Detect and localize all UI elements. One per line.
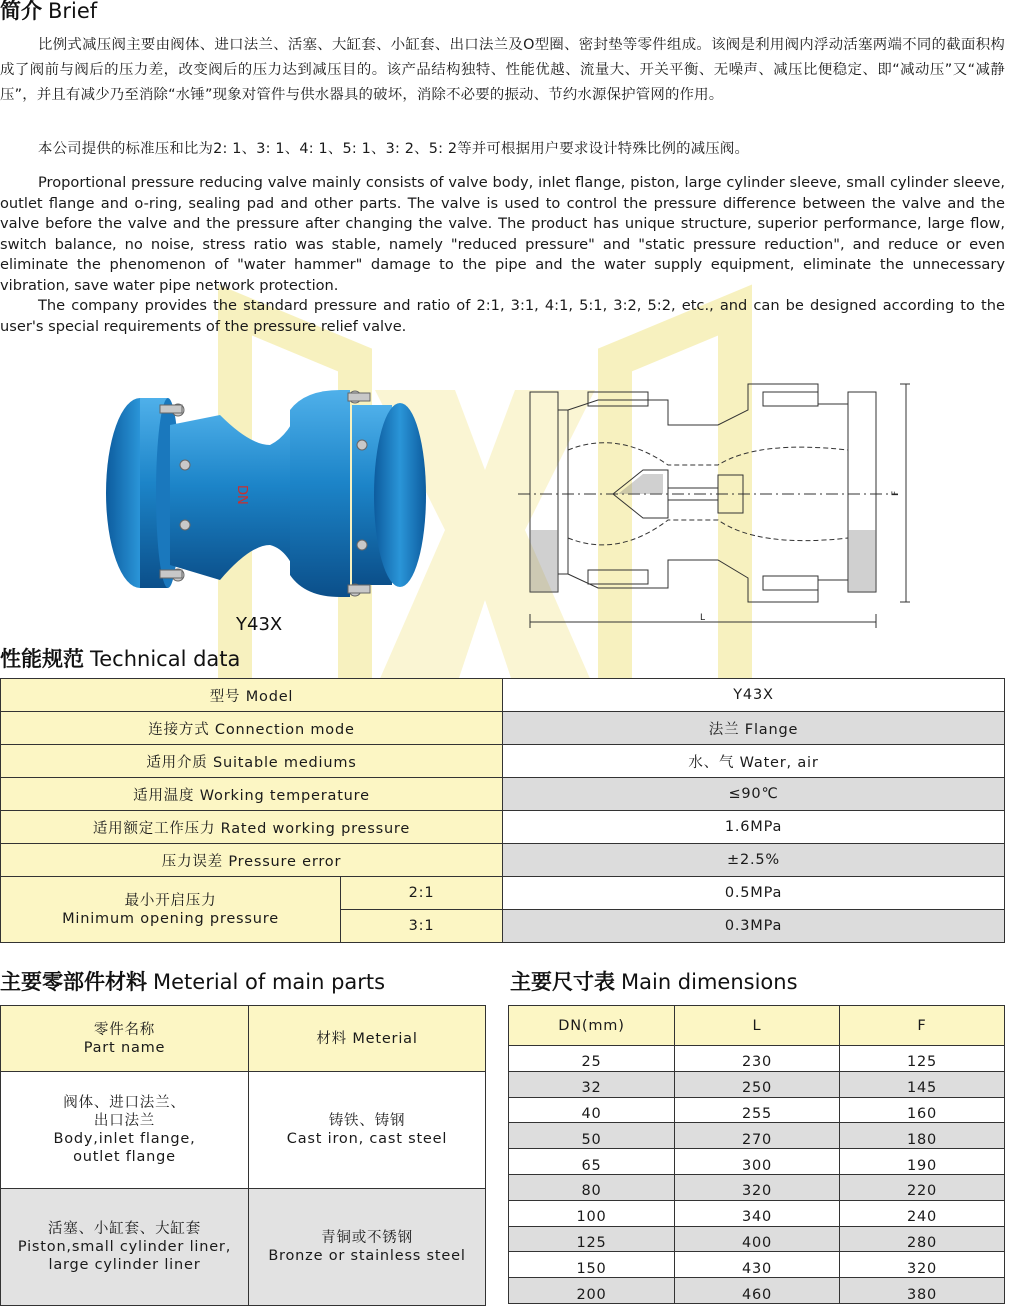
tech-label-mediums: 适用介质 Suitable mediums	[1, 745, 503, 778]
dimensions-body	[509, 1046, 1005, 1304]
brief-heading-en: Brief	[48, 0, 98, 23]
min-opening-label-en: Minimum opening pressure	[62, 910, 279, 927]
valve-body-marking: DN	[234, 485, 249, 505]
tech-ratio-2-1: 2:1	[341, 877, 503, 910]
dim-cell-dn: 25	[509, 1046, 675, 1072]
tech-value-ratio-2-1: 0.5MPa	[503, 877, 1005, 910]
tech-value-mediums: 水、气 Water, air	[503, 745, 1005, 778]
dimensions-table	[508, 1005, 1005, 1304]
table-row	[509, 1278, 1005, 1304]
dimension-L-label: L	[700, 613, 706, 623]
table-row	[1, 712, 1005, 745]
brief-cn-paragraph-2: 本公司提供的标准压和比为2: 1、3: 1、4: 1、5: 1、3: 2、5: 2等并可根据用户要求设计特殊比例的减压阀。	[38, 141, 750, 157]
tech-label-model: 型号 Model	[1, 679, 503, 712]
tech-value-temperature: ≤90℃	[503, 778, 1005, 811]
brief-heading-cn: 简介	[0, 0, 42, 23]
tech-label-temperature: 适用温度 Working temperature	[1, 778, 503, 811]
part-cn-line-1: 活塞、小缸套、大缸套	[48, 1221, 201, 1237]
brief-heading	[0, 1, 97, 22]
dim-cell-dn: 200	[509, 1278, 675, 1304]
dim-cell-f: 220	[840, 1174, 1005, 1200]
material-en: Bronze or stainless steel	[268, 1248, 466, 1264]
table-row	[1, 844, 1005, 877]
dim-cell-f: 145	[840, 1071, 1005, 1097]
dim-cell-l: 230	[675, 1046, 840, 1072]
dim-cell-dn: 80	[509, 1174, 675, 1200]
part-cn-line-2: 出口法兰	[93, 1113, 156, 1129]
tech-label-pressure-error: 压力误差 Pressure error	[1, 844, 503, 877]
part-cn-line-1: 阀体、进口法兰、	[63, 1095, 186, 1111]
materials-heading	[0, 972, 385, 993]
table-row	[1, 811, 1005, 844]
table-header-row	[1, 1006, 486, 1072]
dim-cell-dn: 50	[509, 1123, 675, 1149]
table-row	[1, 679, 1005, 712]
part-en-line-2: outlet flange	[73, 1149, 176, 1165]
materials-material-cell	[249, 1189, 486, 1306]
valve-section-drawing	[518, 370, 918, 632]
product-caption: Y43X	[236, 614, 283, 635]
table-row	[509, 1149, 1005, 1175]
dim-col-dn: DN(mm)	[509, 1006, 675, 1046]
technical-heading-en: Technical data	[90, 647, 241, 671]
material-cn: 青铜或不锈钢	[321, 1230, 413, 1246]
part-en-line-2: large cylinder liner	[48, 1257, 201, 1273]
dimensions-heading-cn: 主要尺寸表	[510, 970, 615, 994]
dim-cell-f: 160	[840, 1097, 1005, 1123]
dim-cell-f: 240	[840, 1200, 1005, 1226]
dimensions-heading-en: Main dimensions	[621, 970, 798, 994]
dim-cell-f: 320	[840, 1252, 1005, 1278]
materials-material-cell	[249, 1072, 486, 1189]
dim-cell-f: 380	[840, 1278, 1005, 1304]
material-cn: 铸铁、铸钢	[328, 1113, 406, 1129]
materials-table	[0, 1005, 486, 1306]
dim-cell-f: 190	[840, 1149, 1005, 1175]
dim-cell-l: 270	[675, 1123, 840, 1149]
col-part-cn: 零件名称	[93, 1021, 156, 1038]
table-row	[1, 1072, 486, 1189]
dim-cell-dn: 32	[509, 1071, 675, 1097]
table-row	[509, 1097, 1005, 1123]
table-row	[509, 1046, 1005, 1072]
tech-value-model: Y43X	[503, 679, 1005, 712]
dim-cell-dn: 125	[509, 1226, 675, 1252]
part-en-line-1: Piston,small cylinder liner,	[17, 1239, 232, 1255]
technical-heading-cn: 性能规范	[0, 647, 84, 671]
technical-data-table	[0, 678, 1005, 943]
dim-cell-l: 250	[675, 1071, 840, 1097]
dim-cell-dn: 65	[509, 1149, 675, 1175]
tech-value-ratio-3-1: 0.3MPa	[503, 910, 1005, 943]
dimensions-heading	[510, 972, 798, 993]
materials-col-part	[1, 1006, 249, 1072]
materials-heading-en: Meterial of main parts	[153, 970, 386, 994]
dim-col-f: F	[840, 1006, 1005, 1046]
table-row	[509, 1226, 1005, 1252]
materials-col-material: 材料 Meterial	[249, 1006, 486, 1072]
table-row	[1, 1189, 486, 1306]
materials-part-cell	[1, 1072, 249, 1189]
table-row	[509, 1071, 1005, 1097]
dim-cell-l: 400	[675, 1226, 840, 1252]
dim-cell-f: 180	[840, 1123, 1005, 1149]
tech-label-connection: 连接方式 Connection mode	[1, 712, 503, 745]
min-opening-label-cn: 最小开启压力	[124, 892, 217, 909]
brief-en-paragraph-2: The company provides the standard pressure and ratio of 2:1, 3:1, 4:1, 5:1, 3:2, 5:2, etc., and can be designed according to the user's special requirements of the pressure relief valve.	[0, 297, 1005, 335]
table-row	[509, 1200, 1005, 1226]
table-row	[509, 1252, 1005, 1278]
table-row	[509, 1174, 1005, 1200]
dim-col-l: L	[675, 1006, 840, 1046]
table-header-row	[509, 1006, 1005, 1046]
table-row	[1, 778, 1005, 811]
dim-cell-f: 125	[840, 1046, 1005, 1072]
dim-cell-l: 460	[675, 1278, 840, 1304]
dim-cell-l: 255	[675, 1097, 840, 1123]
tech-value-pressure-error: ±2.5%	[503, 844, 1005, 877]
brief-en-paragraph-1: Proportional pressure reducing valve mainly consists of valve body, inlet flange, piston, large cylinder sleeve, small cylinder sleeve, outlet flange and o-ring, sealing pad and other parts. The valve is used to control the pressure difference between the valve and the valve before the valve and the pressure after changing the valve. The product has unique structure, superior performance, large flow, switch balance, no noise, stress ratio was stable, namely "reduced pressure" and "static pressure reduction", and reduce or even eliminate the phenomenon of "water hammer" damage to the pipe and the water supply equipment, eliminate the unnecessary vibration, save water pipe network protection.	[0, 174, 1005, 294]
part-en-line-1: Body,inlet flange,	[53, 1131, 196, 1147]
tech-value-rated-pressure: 1.6MPa	[503, 811, 1005, 844]
valve-product-photo	[100, 385, 430, 610]
table-row	[509, 1123, 1005, 1149]
dim-cell-l: 340	[675, 1200, 840, 1226]
dim-cell-dn: 40	[509, 1097, 675, 1123]
material-en: Cast iron, cast steel	[286, 1131, 448, 1147]
technical-heading	[0, 649, 240, 670]
dimension-F-label: F	[891, 490, 901, 496]
dim-cell-dn: 150	[509, 1252, 675, 1278]
brief-cn-paragraph-1: 比例式减压阀主要由阀体、进口法兰、活塞、大缸套、小缸套、出口法兰及O型圈、密封垫等零件组成。该阀是利用阀内浮动活塞两端不同的截面积构成了阀前与阀后的压力差，改变阀后的压力达到减压目的。该产品结构独特、性能优越、流量大、开关平衡、无噪声、减压比便稳定、即“减动压”又“减静压”，并且有减少乃至消除“水锤”现象对管件与供水器具的破坏，消除不必要的振动、节约水源保护管网的作用。	[0, 37, 1005, 103]
table-row	[1, 745, 1005, 778]
materials-heading-cn: 主要零部件材料	[0, 970, 147, 994]
dim-cell-l: 430	[675, 1252, 840, 1278]
table-row	[1, 877, 1005, 910]
dim-cell-f: 280	[840, 1226, 1005, 1252]
dim-cell-l: 300	[675, 1149, 840, 1175]
dim-cell-dn: 100	[509, 1200, 675, 1226]
materials-part-cell	[1, 1189, 249, 1306]
tech-value-connection: 法兰 Flange	[503, 712, 1005, 745]
tech-label-rated-pressure: 适用额定工作压力 Rated working pressure	[1, 811, 503, 844]
dim-cell-l: 320	[675, 1174, 840, 1200]
tech-ratio-3-1: 3:1	[341, 910, 503, 943]
col-part-en: Part name	[83, 1039, 166, 1056]
tech-label-min-opening	[1, 877, 341, 943]
